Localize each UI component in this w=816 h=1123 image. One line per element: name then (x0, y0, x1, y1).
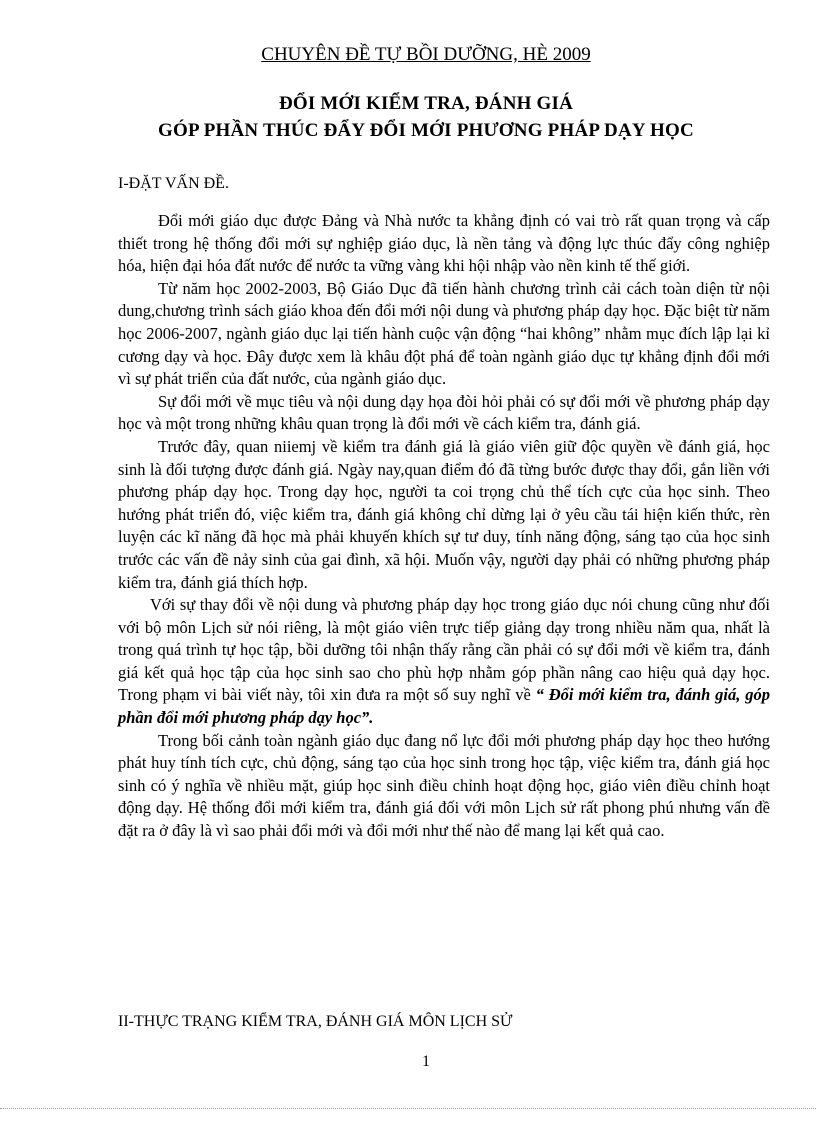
paragraph-1: Đổi mới giáo dục được Đảng và Nhà nước ta khẳng định có vai trò rất quan trọng và cấp thiết trong hệ thống đổi mới sự nghiệp giáo dục, là nền tảng và động lực thúc đẩy công nghiệp hóa, hiện đại hóa đất nước để nước ta vững vàng khi hội nhập vào nền kinh tế thế giới. (118, 211, 770, 276)
paragraph-3: Sự đổi mới về mục tiêu và nội dung dạy họa đòi hỏi phải có sự đổi mới về phương pháp dạy học và một trong những khâu quan trọng là đổi mới về cách kiểm tra, đánh giá. (118, 391, 770, 434)
body-text (118, 210, 770, 843)
paragraph-6: Trong bối cảnh toàn ngành giáo dục đang nổ lực đổi mới phương pháp dạy học theo hướng phát huy tính tích cực, chủ động, sáng tạo của học sinh trong học tập, việc kiểm tra, đánh giá học sinh có ý nghĩa về nhiều mặt, giúp học sinh điều chỉnh hoạt động học, giáo viên điều chỉnh hoạt động dạy. Hệ thống đổi mới kiểm tra, đánh giá đối với môn Lịch sử rất phong phú nhưng vấn đề đặt ra ở đây là vì sao phải đổi mới và đổi mới như thế nào để mang lại kết quả cao. (118, 730, 770, 841)
document-title-line2: GÓP PHẦN THÚC ĐẨY ĐỔI MỚI PHƯƠNG PHÁP DẠY HỌC (158, 120, 694, 141)
paragraph-5-text: Với sự thay đổi về nội dung và phương pháp dạy học trong giáo dục nói chung cũng như đối với bộ môn Lịch sử nói riêng, là một giáo viên trực tiếp giảng dạy trong nhiều năm qua, nhất là trong quá trình tự học tập, bồi dưỡng tôi nhận thấy rằng cần phải có sự đổi mới về kiểm tra, đánh giá kết quả học tập của học sinh sao cho phù hợp nhằm góp phần nâng cao hiệu quả dạy học. Trong phạm vi bài viết này, tôi xin đưa ra một số suy nghĩ về (118, 595, 770, 705)
section-heading-1: I-ĐẶT VẤN ĐỀ. (118, 175, 229, 192)
paragraph-2: Từ năm học 2002-2003, Bộ Giáo Dục đã tiến hành chương trình cải cách toàn diện từ nội dung,chương trình sách giáo khoa đến đổi mới nội dung và phương pháp dạy học. Đặc biệt từ năm học 2006-2007, ngành giáo dục lại tiến hành cuộc vận động “hai không” nhằm mục đích lập lại kỉ cương dạy và học. Đây được xem là khâu đột phá để toàn ngành giáo dục tự khẳng định đổi mới vì sự phát triển của đất nước, của ngành giáo dục. (118, 278, 770, 389)
page-bottom-divider (0, 1108, 816, 1109)
document-title-line1: ĐỔI MỚI KIỂM TRA, ĐÁNH GIÁ (278, 93, 574, 114)
paragraph-4: Trước đây, quan niiemj về kiểm tra đánh giá là giáo viên giữ độc quyền về đánh giá, học sinh là đối tượng được đánh giá. Ngày nay,quan điểm đó đã từng bước được thay đổi, gắn liền với phương pháp dạy học. Trong dạy học, người ta coi trọng chủ thể tích cực của học sinh. Theo hướng phát triển đó, việc kiểm tra, đánh giá không chỉ dừng lại ở yêu cầu tái hiện kiến thức, rèn luyện các kĩ năng đã học mà phải khuyến khích sự tư duy, tính năng động, sáng tạo của học sinh trước các vấn đề nảy sinh của gai đình, xã hội. Muốn vậy, người dạy phải có những phương pháp kiểm tra, đánh giá thích hợp. (118, 436, 770, 592)
paragraph-5 (118, 594, 770, 730)
paragraph-5-emphasis: “ Đổi mới kiểm tra, đánh giá, góp phần đổi mới phương pháp dạy học”. (118, 685, 770, 728)
page-number: 1 (422, 1053, 430, 1070)
section-heading-2: II-THỰC TRẠNG KIỂM TRA, ĐÁNH GIÁ MÔN LỊCH SỬ (118, 1013, 513, 1030)
document-header (0, 44, 816, 66)
header-text: CHUYÊN ĐỀ TỰ BỒI DƯỠNG, HÈ 2009 (261, 44, 591, 65)
